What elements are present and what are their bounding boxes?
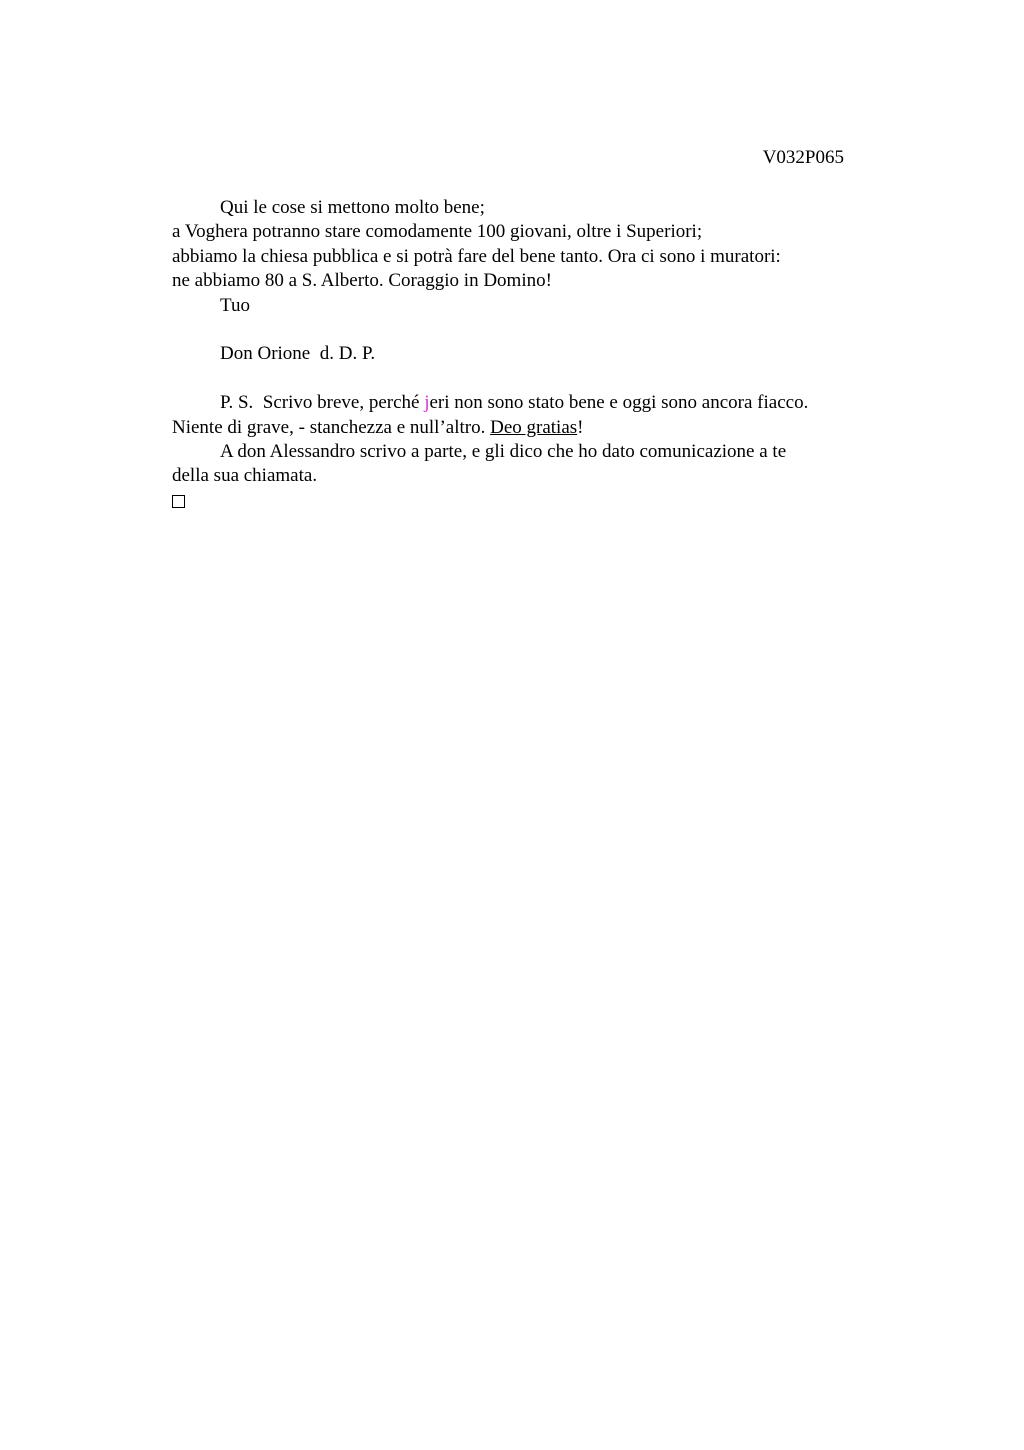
postscript-line-2 [172, 416, 872, 440]
postscript-line-1-start: P. S. Scrivo breve, perché [220, 392, 425, 414]
postscript-line-3: A don Alessandro scrivo a parte, e gli dico che ho dato comunicazione a te [220, 441, 787, 463]
signature: Don Orione d. D. P. [220, 343, 376, 365]
paragraph-1-line-4: ne abbiamo 80 a S. Alberto. Coraggio in Domino! [172, 270, 552, 292]
paragraph-1-line-2: a Voghera potranno stare comodamente 100 giovani, oltre i Superiori; [172, 221, 703, 243]
paragraph-1-line-3: abbiamo la chiesa pubblica e si potrà fare del bene tanto. Ora ci sono i muratori: [172, 245, 781, 267]
checkbox-icon [172, 495, 185, 508]
postscript-line-1-end: eri non sono stato bene e oggi sono ancora fiacco. [429, 392, 809, 414]
postscript-line-4: della sua chiamata. [172, 465, 318, 487]
highlighted-letter: j [424, 392, 430, 414]
closing-salutation: Tuo [220, 294, 250, 316]
blank-line [172, 367, 872, 391]
underlined-phrase: Deo gratias [490, 416, 578, 438]
document-id: V032P065 [762, 147, 844, 168]
blank-line [172, 318, 872, 342]
postscript-line-2-end: ! [577, 416, 584, 438]
paragraph-1-line-1: Qui le cose si mettono molto bene; [220, 197, 485, 218]
letter-body [172, 196, 872, 508]
postscript-line-1 [172, 391, 872, 415]
postscript-line-2-start: Niente di grave, - stanchezza e null’altro. [172, 416, 491, 438]
